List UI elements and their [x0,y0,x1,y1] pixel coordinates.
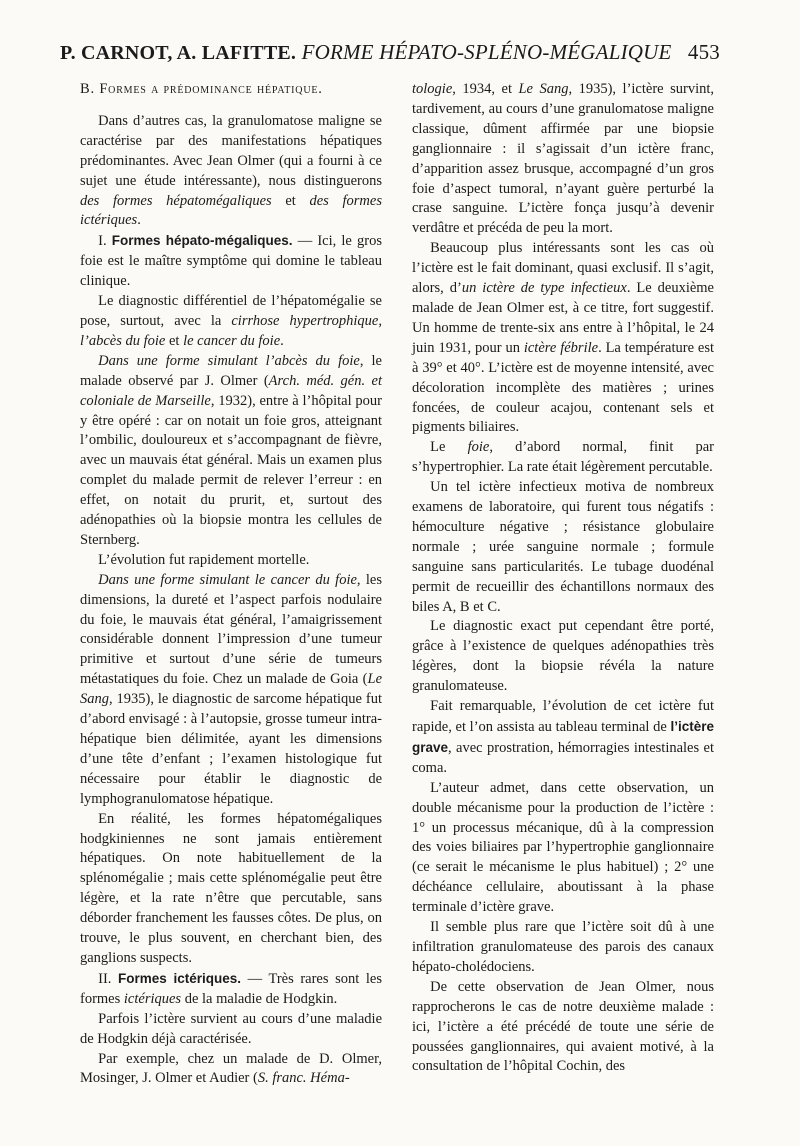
paragraph: Parfois l’ictère survient au cours d’une maladie de Hodgkin déjà caractérisée. [80,1010,382,1047]
paragraph: Il semble plus rare que l’ictère soit dû à une infiltration granulomateuse des parois des canaux hépato-cholédociens. [412,919,714,975]
paragraph: Un tel ictère infectieux motiva de nombreux examens de laboratoire, qui furent tous négatifs : hémoculture négative ; résistance globulaire normale ; urée sanguine normale ; formule sanguine sans particularités. Le tubage duodénal permit de recueillir des échantillons normaux des biles A, B et C. [412,479,714,615]
paragraph: Dans une forme simulant le cancer du foie, les dimensions, la dureté et l’aspect parfois nodulaire du foie, le mauvais état général, l’amaigrissement considérable donnent l’impression d’une tumeur primitive et surtout d’une série de tumeurs métastatiques du foie. Chez un malade de Goia (Le Sang, 1935), le diagnostic de sarcome hépatique fut d’abord envisagé : à l’autopsie, grosse tumeur intra-hépatique bien délimitée, ayant les dimensions d’une tête d’enfant ; l’examen histologique fut nécessaire pour établir le diagnostic de lymphogranulomatose hépatique. [80,571,382,807]
paragraph: L’évolution fut rapidement mortelle. [98,551,310,568]
running-header [60,40,720,72]
paragraph: Le foie, d’abord normal, finit par s’hypertrophier. La rate était légèrement percutable. [412,439,715,476]
paragraph: Dans d’autres cas, la granulomatose maligne se caractérise par des manifestations hépatiques prédominantes. Avec Jean Olmer (qui a fourni à ce sujet une étude intéressante), nous distinguerons des formes hépatomégaliques et des formes ictériques. [80,112,382,229]
page-number: 453 [687,40,720,64]
paragraph: Beaucoup plus intéressants sont les cas où l’ictère est le fait dominant, quasi exclusif. Il s’agit, alors, d’un ictère de type infectieux. Le deuxième malade de Jean Olmer est, à ce titre, fort suggestif. Un homme de trente-six ans entre à l’hôpital, le 24 juin 1931, pour un ictère fébrile. La température est à 39° et 40°. L’ictère est de moyenne intensité, avec décoloration incomplète des matières ; urines foncées, de couleur acajou, contenant sels et pigments biliaires. [412,240,715,436]
right-column [412,80,714,1077]
paragraph: Par exemple, chez un malade de D. Olmer, Mosinger, J. Olmer et Audier (S. franc. Héma- [80,1050,382,1087]
paragraph: De cette observation de Jean Olmer, nous rapprocherons le cas de notre deuxième malade : ici, l’ictère a été précédé de toute une série de poussées ganglionnaires, qui avaient motivé, à la consultation de l’hôpital Cochin, des [412,978,714,1075]
paragraph: Le diagnostic différentiel de l’hépatomégalie se pose, surtout, avec la cirrhose hypertrophique, l’abcès du foie et le cancer du foie. [80,293,382,349]
paragraph: L’auteur admet, dans cette observation, un double mécanisme pour la production de l’ictère : 1° un processus mécanique, dû à la compression des voies biliaires par l’hypertrophie ganglionnaire (ce serait le mécanisme le plus habituel) ; 2° une déchéance cellulaire, aboutissant à la phase terminale d’ictère grave. [412,779,714,916]
paragraph: tologie, 1934, et Le Sang, 1935), l’ictère survint, tardivement, au cours d’une granulomatose maligne classique, dûment affirmée par une biopsie ganglionnaire : il s’agissait d’un ictère franc, d’apparition assez brusque, accompagné d’un gros foie d’aspect tumoral, n’ayant guère perturbé la crase sanguine. L’ictère fonça jusqu’à devenir verdâtre et précéda de peu la mort. [412,81,714,237]
paragraph: Fait remarquable, l’évolution de cet ictère fut rapide, et l’on assista au tableau terminal de l’ictère grave, avec prostration, hémorragies intestinales et coma. [412,698,714,776]
subsection-heading-hepatomegaly: I. Formes hépato-mégaliques. — Ici, le gros foie est le maître symptôme qui domine le tableau clinique. [80,233,382,290]
left-column [80,80,382,1089]
paragraph: Le diagnostic exact put cependant être porté, grâce à l’existence de quelques adénopathies très légères, dont la biopsie révéla la nature granulomateuse. [412,618,714,695]
header-authors: P. CARNOT, A. LAFITTE. [60,42,297,64]
paragraph: En réalité, les formes hépatomégaliques hodgkiniennes ne sont jamais entièrement hépatiques. On note habituellement de la splénomégalie ; mais cette splénomégalie peut être légère, et la rate n’être que percutable, sans déborder franchement les fausses côtes. De plus, on trouve, le plus souvent, en cherchant bien, des ganglions suspects. [80,810,382,966]
paragraph: Dans une forme simulant l’abcès du foie, le malade observé par J. Olmer (Arch. méd. gén. et coloniale de Marseille, 1932), entre à l’hôpital pour y être opéré : car on notait un foie gros, atteignant l’ombilic, douloureux et s’accompagnant de fièvre, avec un mauvais état général. Mais un examen plus complet du malade permit de relever l’erreur : en effet, on notait du prurit, et, surtout des adénopathies où la biopsie montra les cellules de Sternberg. [80,352,382,548]
header-title: FORME HÉPATO-SPLÉNO-MÉGALIQUE [301,40,672,64]
section-heading: B. Formes a prédominance hépatique. [80,81,323,97]
subsection-heading-icteric: II. Formes ictériques. — Très rares sont les formes ictériques de la maladie de Hodgkin. [80,970,382,1007]
